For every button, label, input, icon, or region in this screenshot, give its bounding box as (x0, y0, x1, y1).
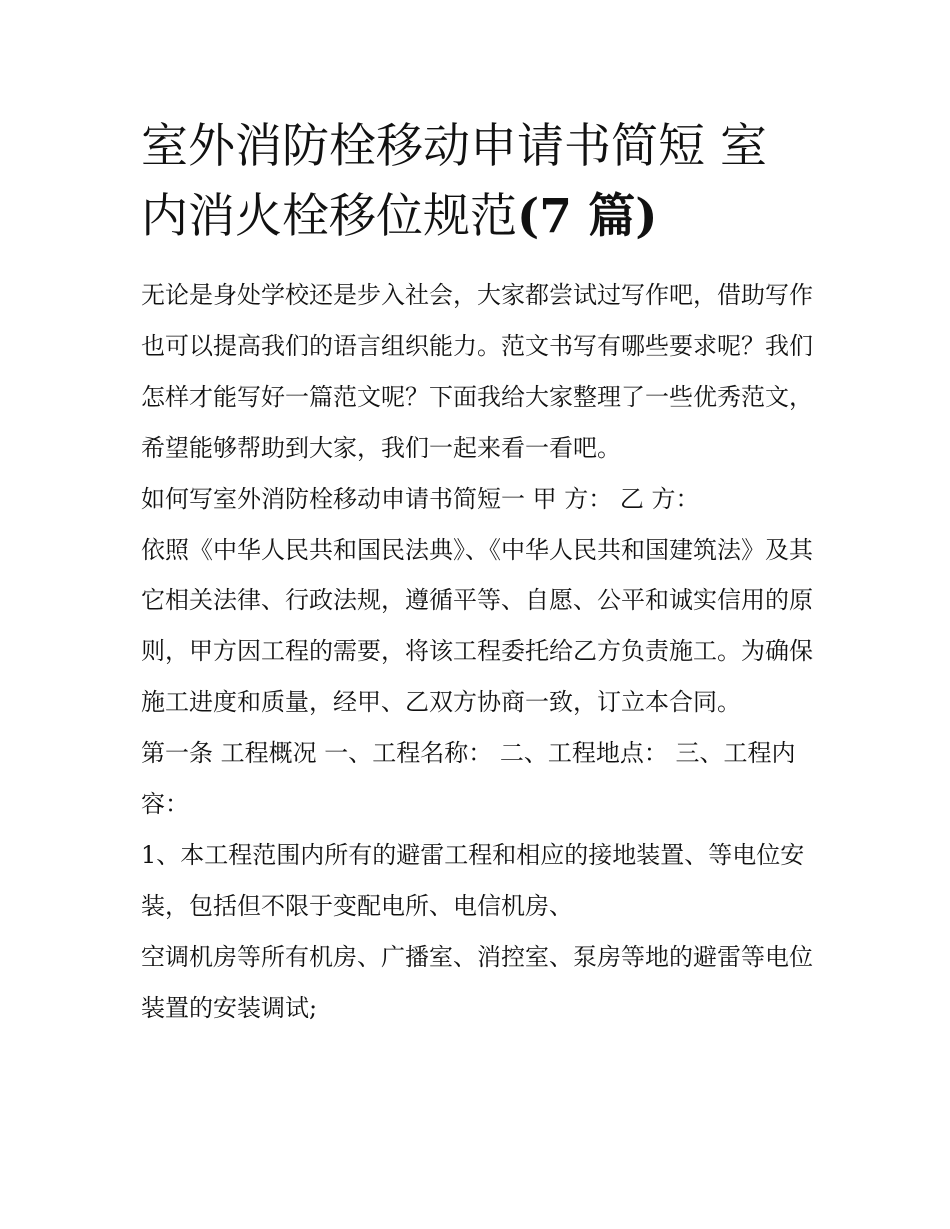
document-title (141, 112, 813, 252)
document-page (141, 112, 813, 1034)
document-body (141, 270, 813, 1034)
title-suffix: (7 篇) (517, 189, 658, 244)
paragraph-intro: 无论是身处学校还是步入社会，大家都尝试过写作吧，借助写作也可以提高我们的语言组织能力。范文书写有哪些要求呢？我们怎样才能写好一篇范文呢？下面我给大家整理了一些优秀范文，希望能够帮助到大家，我们一起来看一看吧。 (141, 281, 813, 462)
title-main: 室外消防栓移动申请书简短 室内消火栓移位规范 (141, 119, 767, 244)
paragraph-parties: 如何写室外消防栓移动申请书简短一 甲 方： 乙 方： (141, 484, 700, 513)
paragraph-basis: 依照《中华人民共和国民法典》、《中华人民共和国建筑法》及其它相关法律、行政法规，遵循平等、自愿、公平和诚实信用的原则，甲方因工程的需要，将该工程委托给乙方负责施工。为确保施工进度和质量，经甲、乙双方协商一致，订立本合同。 (141, 535, 813, 717)
paragraph-article-one: 第一条 工程概况 一、工程名称： 二、工程地点： 三、工程内容： (141, 739, 796, 819)
paragraph-item-one-cont: 空调机房等所有机房、广播室、消控室、泵房等地的避雷等电位装置的安装调试; (141, 942, 813, 1022)
paragraph-item-one: 1、本工程范围内所有的避雷工程和相应的接地装置、等电位安装，包括但不限于变配电所、电信机房、 (141, 840, 805, 920)
